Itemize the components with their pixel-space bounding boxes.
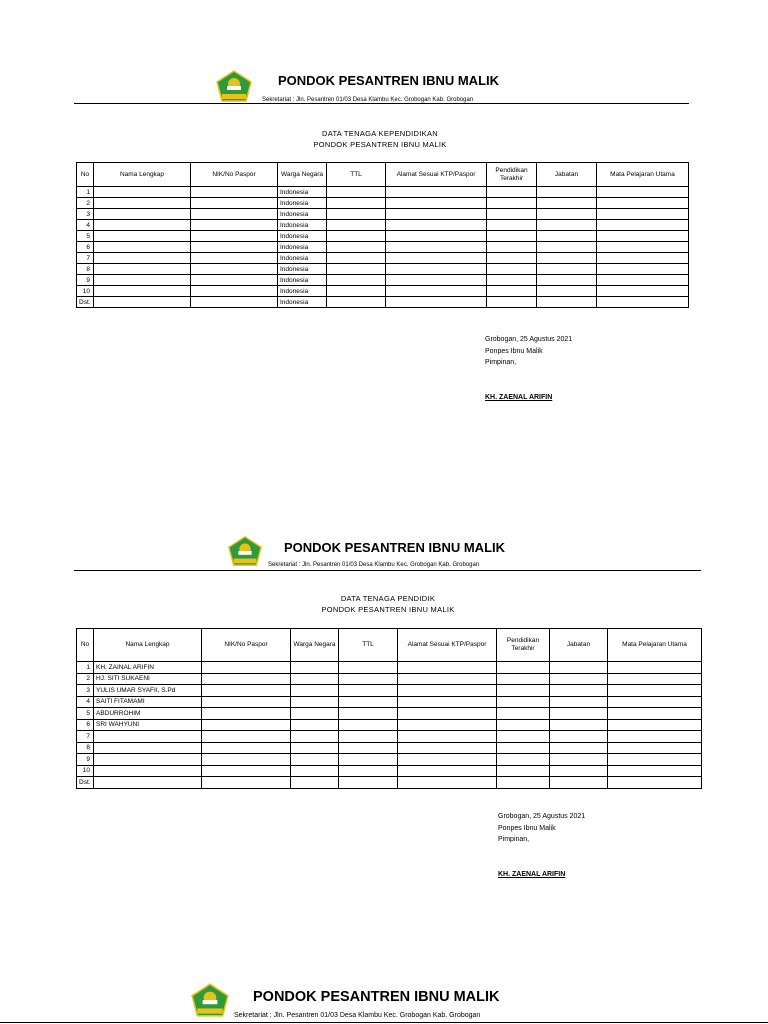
cell-mapel: [608, 731, 702, 743]
address-line: Sekretariat : Jln. Pesantren 01/03 Desa Klambu Kec. Grobogan Kab. Grobogan: [262, 97, 474, 103]
col-header-alamat: Alamat Sesuai KTP/Paspor: [386, 163, 487, 187]
cell-warga: Indonesia: [278, 198, 327, 209]
cell-alamat: [386, 275, 487, 286]
cell-no: 4: [77, 220, 94, 231]
cell-nama: ABDURROHIM: [94, 708, 202, 720]
signature-block: [498, 811, 585, 880]
cell-no: 1: [77, 187, 94, 198]
cell-no: 7: [77, 253, 94, 264]
cell-nik: [202, 742, 291, 754]
cell-warga: Indonesia: [278, 242, 327, 253]
cell-nama: [94, 297, 191, 308]
cell-nik: [191, 231, 278, 242]
cell-mapel: [597, 231, 689, 242]
table-header-row: [77, 629, 702, 662]
cell-ttl: [327, 242, 386, 253]
cell-warga: Indonesia: [278, 209, 327, 220]
cell-jabatan: [537, 297, 597, 308]
cell-nik: [202, 719, 291, 731]
cell-no: 6: [77, 242, 94, 253]
org-title: PONDOK PESANTREN IBNU MALIK: [278, 73, 500, 88]
col-header-no: No: [77, 163, 94, 187]
cell-pendidikan: [487, 187, 537, 198]
cell-nama: [94, 242, 191, 253]
table-row: [77, 685, 702, 697]
cell-nama: [94, 275, 191, 286]
cell-ttl: [339, 708, 398, 720]
cell-ttl: [327, 209, 386, 220]
cell-jabatan: [550, 696, 608, 708]
cell-nama: [94, 777, 202, 789]
cell-nama: [94, 187, 191, 198]
cell-alamat: [398, 731, 497, 743]
table-row: [77, 742, 702, 754]
cell-nik: [191, 209, 278, 220]
cell-ttl: [339, 765, 398, 777]
table-row: [77, 220, 689, 231]
cell-mapel: [608, 719, 702, 731]
col-header-mapel: Mata Pelajaran Utama: [597, 163, 689, 187]
cell-pendidikan: [487, 286, 537, 297]
cell-nik: [202, 696, 291, 708]
table-row: [77, 719, 702, 731]
cell-jabatan: [537, 220, 597, 231]
cell-jabatan: [537, 209, 597, 220]
cell-warga: [291, 708, 339, 720]
staff-table: [76, 162, 689, 308]
cell-alamat: [386, 264, 487, 275]
pesantren-logo: [190, 983, 230, 1017]
table-row: [77, 242, 689, 253]
cell-ttl: [327, 297, 386, 308]
cell-no: 8: [77, 742, 94, 754]
table-row: [77, 673, 702, 685]
cell-alamat: [386, 231, 487, 242]
cell-alamat: [398, 754, 497, 766]
cell-jabatan: [550, 754, 608, 766]
cell-no: 3: [77, 685, 94, 697]
cell-alamat: [398, 685, 497, 697]
cell-nama: [94, 765, 202, 777]
cell-no: 2: [77, 198, 94, 209]
table-header-row: [77, 163, 689, 187]
col-header-nama: Nama Lengkap: [94, 629, 202, 662]
cell-nama: [94, 209, 191, 220]
cell-pendidikan: [497, 685, 550, 697]
cell-pendidikan: [487, 242, 537, 253]
cell-pendidikan: [497, 731, 550, 743]
cell-mapel: [608, 777, 702, 789]
cell-nama: [94, 754, 202, 766]
cell-jabatan: [550, 777, 608, 789]
cell-ttl: [339, 719, 398, 731]
cell-ttl: [327, 220, 386, 231]
cell-ttl: [327, 198, 386, 209]
table-row: [77, 765, 702, 777]
cell-mapel: [597, 209, 689, 220]
pesantren-logo: [215, 70, 253, 102]
cell-nik: [202, 662, 291, 674]
place-date: Grobogan, 25 Agustus 2021: [498, 813, 586, 820]
cell-jabatan: [537, 198, 597, 209]
cell-alamat: [398, 777, 497, 789]
cell-jabatan: [537, 231, 597, 242]
title-line-1: DATA TENAGA PENDIDIK: [340, 594, 436, 603]
table-row: [77, 297, 689, 308]
cell-nik: [202, 754, 291, 766]
cell-pendidikan: [497, 719, 550, 731]
cell-pendidikan: [497, 754, 550, 766]
cell-jabatan: [550, 719, 608, 731]
cell-jabatan: [550, 708, 608, 720]
cell-jabatan: [537, 275, 597, 286]
cell-nik: [191, 187, 278, 198]
col-header-no: No: [77, 629, 94, 662]
table-row: [77, 731, 702, 743]
cell-ttl: [327, 187, 386, 198]
cell-alamat: [386, 242, 487, 253]
cell-jabatan: [537, 264, 597, 275]
cell-jabatan: [550, 765, 608, 777]
cell-warga: Indonesia: [278, 220, 327, 231]
cell-alamat: [398, 708, 497, 720]
cell-warga: [291, 731, 339, 743]
cell-jabatan: [537, 253, 597, 264]
cell-nik: [191, 297, 278, 308]
cell-alamat: [386, 297, 487, 308]
table-row: [77, 286, 689, 297]
table-row: [77, 754, 702, 766]
address-line: Sekretariat : Jln. Pesantren 01/03 Desa Klambu Kec. Grobogan Kab. Grobogan: [234, 1012, 481, 1019]
col-header-ttl: TTL: [327, 163, 386, 187]
cell-jabatan: [550, 685, 608, 697]
cell-nik: [202, 673, 291, 685]
cell-no: 9: [77, 275, 94, 286]
cell-alamat: [398, 719, 497, 731]
cell-mapel: [597, 264, 689, 275]
cell-pendidikan: [487, 297, 537, 308]
cell-warga: [291, 742, 339, 754]
table-row: [77, 187, 689, 198]
cell-no: 5: [77, 231, 94, 242]
cell-pendidikan: [487, 209, 537, 220]
institution-name: Ponpes Ibnu Malik: [498, 824, 556, 832]
cell-nik: [191, 253, 278, 264]
cell-warga: Indonesia: [278, 264, 327, 275]
cell-alamat: [398, 696, 497, 708]
cell-pendidikan: [487, 253, 537, 264]
cell-warga: [291, 673, 339, 685]
cell-ttl: [339, 685, 398, 697]
table-row: [77, 209, 689, 220]
cell-alamat: [386, 198, 487, 209]
cell-pendidikan: [487, 220, 537, 231]
cell-no: Dst.: [77, 297, 94, 308]
address-line: Sekretariat : Jln. Pesantren 01/03 Desa Klambu Kec. Grobogan Kab. Grobogan: [268, 562, 480, 568]
cell-nama: [94, 286, 191, 297]
cell-no: 1: [77, 662, 94, 674]
cell-ttl: [327, 264, 386, 275]
org-title: PONDOK PESANTREN IBNU MALIK: [253, 989, 500, 1005]
cell-alamat: [398, 765, 497, 777]
cell-mapel: [597, 297, 689, 308]
cell-warga: [291, 777, 339, 789]
cell-alamat: [386, 286, 487, 297]
cell-no: 9: [77, 754, 94, 766]
cell-alamat: [386, 187, 487, 198]
cell-mapel: [597, 286, 689, 297]
cell-jabatan: [537, 242, 597, 253]
cell-ttl: [339, 731, 398, 743]
cell-pendidikan: [487, 198, 537, 209]
col-header-pendidikan: Pendidikan Terakhir: [487, 163, 537, 187]
cell-no: 10: [77, 286, 94, 297]
cell-alamat: [398, 673, 497, 685]
col-header-pendidikan: Pendidikan Terakhir: [497, 629, 550, 662]
cell-ttl: [339, 662, 398, 674]
table-row: [77, 662, 702, 674]
cell-mapel: [597, 275, 689, 286]
table-row: [77, 231, 689, 242]
cell-mapel: [597, 220, 689, 231]
pesantren-logo: [227, 535, 263, 567]
cell-pendidikan: [497, 696, 550, 708]
signatory-name: KH. ZAENAL ARIFIN: [485, 393, 553, 401]
col-header-warga: Warga Negara: [278, 163, 327, 187]
cell-warga: Indonesia: [278, 231, 327, 242]
cell-jabatan: [537, 286, 597, 297]
col-header-warga: Warga Negara: [291, 629, 339, 662]
org-title: PONDOK PESANTREN IBNU MALIK: [284, 540, 506, 555]
cell-nama: HJ. SITI SUKAENI: [94, 673, 202, 685]
cell-mapel: [608, 742, 702, 754]
title-line-2: PONDOK PESANTREN IBNU MALIK: [321, 605, 455, 614]
cell-warga: Indonesia: [278, 253, 327, 264]
col-header-jabatan: Jabatan: [550, 629, 608, 662]
cell-alamat: [386, 253, 487, 264]
cell-warga: Indonesia: [278, 275, 327, 286]
cell-pendidikan: [497, 673, 550, 685]
cell-mapel: [597, 187, 689, 198]
header-divider: [0, 1022, 768, 1023]
table-row: [77, 275, 689, 286]
cell-alamat: [386, 220, 487, 231]
cell-no: 6: [77, 719, 94, 731]
cell-warga: [291, 696, 339, 708]
signature-block: [485, 334, 572, 403]
cell-warga: Indonesia: [278, 286, 327, 297]
cell-nik: [202, 777, 291, 789]
cell-nama: SAITI FITAMAMI: [94, 696, 202, 708]
cell-ttl: [339, 696, 398, 708]
cell-no: 8: [77, 264, 94, 275]
cell-nik: [191, 275, 278, 286]
cell-nama: [94, 742, 202, 754]
cell-nik: [191, 220, 278, 231]
teacher-table: [76, 628, 702, 789]
cell-mapel: [608, 765, 702, 777]
cell-jabatan: [550, 662, 608, 674]
cell-warga: [291, 685, 339, 697]
cell-ttl: [327, 253, 386, 264]
cell-nama: [94, 264, 191, 275]
cell-nama: [94, 253, 191, 264]
signatory-name: KH. ZAENAL ARIFIN: [498, 870, 566, 878]
header-divider: [74, 570, 701, 571]
col-header-mapel: Mata Pelajaran Utama: [608, 629, 702, 662]
cell-pendidikan: [487, 231, 537, 242]
cell-ttl: [339, 777, 398, 789]
cell-mapel: [608, 685, 702, 697]
cell-pendidikan: [487, 264, 537, 275]
document-title: [240, 128, 520, 150]
table-row: [77, 708, 702, 720]
place-date: Grobogan, 25 Agustus 2021: [485, 336, 573, 343]
title-line-1: DATA TENAGA KEPENDIDIKAN: [322, 129, 438, 138]
cell-mapel: [597, 198, 689, 209]
cell-warga: [291, 754, 339, 766]
cell-alamat: [398, 742, 497, 754]
cell-jabatan: [550, 742, 608, 754]
cell-nik: [191, 242, 278, 253]
cell-pendidikan: [497, 742, 550, 754]
cell-no: 5: [77, 708, 94, 720]
cell-jabatan: [550, 731, 608, 743]
cell-ttl: [339, 742, 398, 754]
cell-no: 4: [77, 696, 94, 708]
table-row: [77, 696, 702, 708]
col-header-jabatan: Jabatan: [537, 163, 597, 187]
cell-ttl: [339, 673, 398, 685]
cell-nama: YULIS UMAR SYAFII, S.Pd: [94, 685, 202, 697]
cell-nama: SRI WAHYUNI: [94, 719, 202, 731]
table-row: [77, 264, 689, 275]
cell-jabatan: [537, 187, 597, 198]
col-header-nama: Nama Lengkap: [94, 163, 191, 187]
cell-mapel: [608, 662, 702, 674]
cell-ttl: [339, 754, 398, 766]
cell-mapel: [608, 673, 702, 685]
cell-nama: KH. ZAINAL ARIFIN: [94, 662, 202, 674]
cell-mapel: [597, 253, 689, 264]
cell-nik: [202, 765, 291, 777]
cell-no: 7: [77, 731, 94, 743]
cell-nik: [191, 264, 278, 275]
cell-no: 3: [77, 209, 94, 220]
institution-name: Ponpes Ibnu Malik: [485, 347, 543, 355]
cell-pendidikan: [497, 662, 550, 674]
cell-mapel: [608, 754, 702, 766]
cell-alamat: [398, 662, 497, 674]
cell-mapel: [608, 708, 702, 720]
cell-warga: Indonesia: [278, 297, 327, 308]
cell-mapel: [608, 696, 702, 708]
cell-nama: [94, 198, 191, 209]
header-divider: [74, 103, 689, 104]
signatory-role: Pimpinan,: [485, 359, 517, 366]
cell-mapel: [597, 242, 689, 253]
cell-alamat: [386, 209, 487, 220]
cell-pendidikan: [497, 765, 550, 777]
title-line-2: PONDOK PESANTREN IBNU MALIK: [313, 140, 447, 149]
cell-jabatan: [550, 673, 608, 685]
cell-warga: Indonesia: [278, 187, 327, 198]
cell-nik: [191, 198, 278, 209]
cell-warga: [291, 662, 339, 674]
col-header-nik: NIK/No Paspor: [191, 163, 278, 187]
cell-warga: [291, 719, 339, 731]
cell-pendidikan: [487, 275, 537, 286]
signatory-role: Pimpinan,: [498, 836, 530, 843]
cell-no: 2: [77, 673, 94, 685]
cell-nama: [94, 220, 191, 231]
table-row: [77, 198, 689, 209]
table-row: [77, 777, 702, 789]
col-header-nik: NIK/No Paspor: [202, 629, 291, 662]
cell-nama: [94, 731, 202, 743]
cell-nik: [202, 731, 291, 743]
cell-warga: [291, 765, 339, 777]
cell-ttl: [327, 231, 386, 242]
cell-no: Dst.: [77, 777, 94, 789]
cell-nik: [202, 708, 291, 720]
cell-pendidikan: [497, 708, 550, 720]
document-title: [248, 593, 528, 615]
cell-ttl: [327, 275, 386, 286]
cell-nama: [94, 231, 191, 242]
table-row: [77, 253, 689, 264]
cell-pendidikan: [497, 777, 550, 789]
cell-ttl: [327, 286, 386, 297]
col-header-alamat: Alamat Sesuai KTP/Paspor: [398, 629, 497, 662]
cell-no: 10: [77, 765, 94, 777]
cell-nik: [191, 286, 278, 297]
cell-nik: [202, 685, 291, 697]
col-header-ttl: TTL: [339, 629, 398, 662]
